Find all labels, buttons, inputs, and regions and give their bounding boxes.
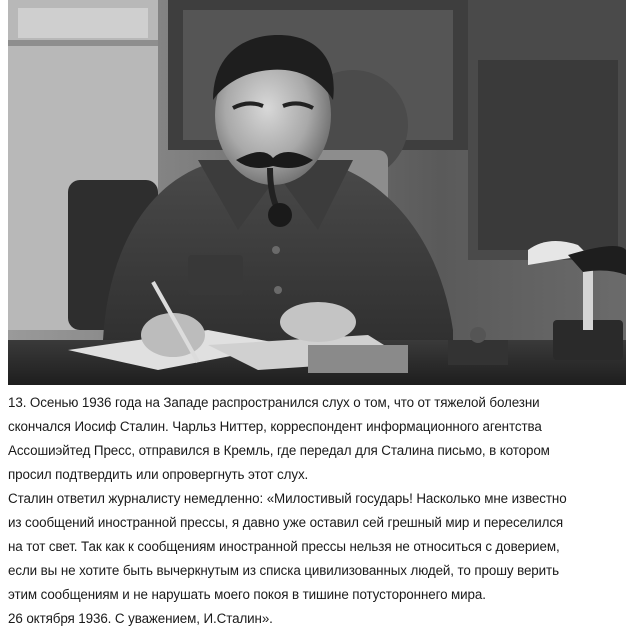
caption-line: на тот свет. Так как к сообщениям иностранной прессы нельзя не относиться с доверием, — [8, 539, 560, 554]
caption-line: скончался Иосиф Сталин. Чарльз Ниттер, корреспондент информационного агентства — [8, 419, 542, 434]
archival-portrait-photo-icon — [8, 0, 626, 385]
caption-line: просил подтвердить или опровергнуть этот слух. — [8, 467, 309, 482]
caption-line: Ассошиэйтед Пресс, отправился в Кремль, где передал для Сталина письмо, в котором — [8, 443, 550, 458]
archival-photo — [8, 0, 626, 385]
caption-text — [8, 391, 628, 631]
caption-line: 13. Осенью 1936 года на Западе распространился слух о том, что от тяжелой болезни — [8, 395, 540, 410]
caption-line: Сталин ответил журналисту немедленно: «Милостивый государь! Насколько мне известно — [8, 491, 567, 506]
caption-line: 26 октября 1936. С уважением, И.Сталин». — [8, 611, 273, 626]
caption-line: если вы не хотите быть вычеркнутым из списка цивилизованных людей, то прошу верить — [8, 563, 559, 578]
caption-line: этим сообщениям и не нарушать моего покоя в тишине потустороннего мира. — [8, 587, 486, 602]
caption-line: из сообщений иностранной прессы, я давно уже оставил сей грешный мир и переселился — [8, 515, 564, 530]
